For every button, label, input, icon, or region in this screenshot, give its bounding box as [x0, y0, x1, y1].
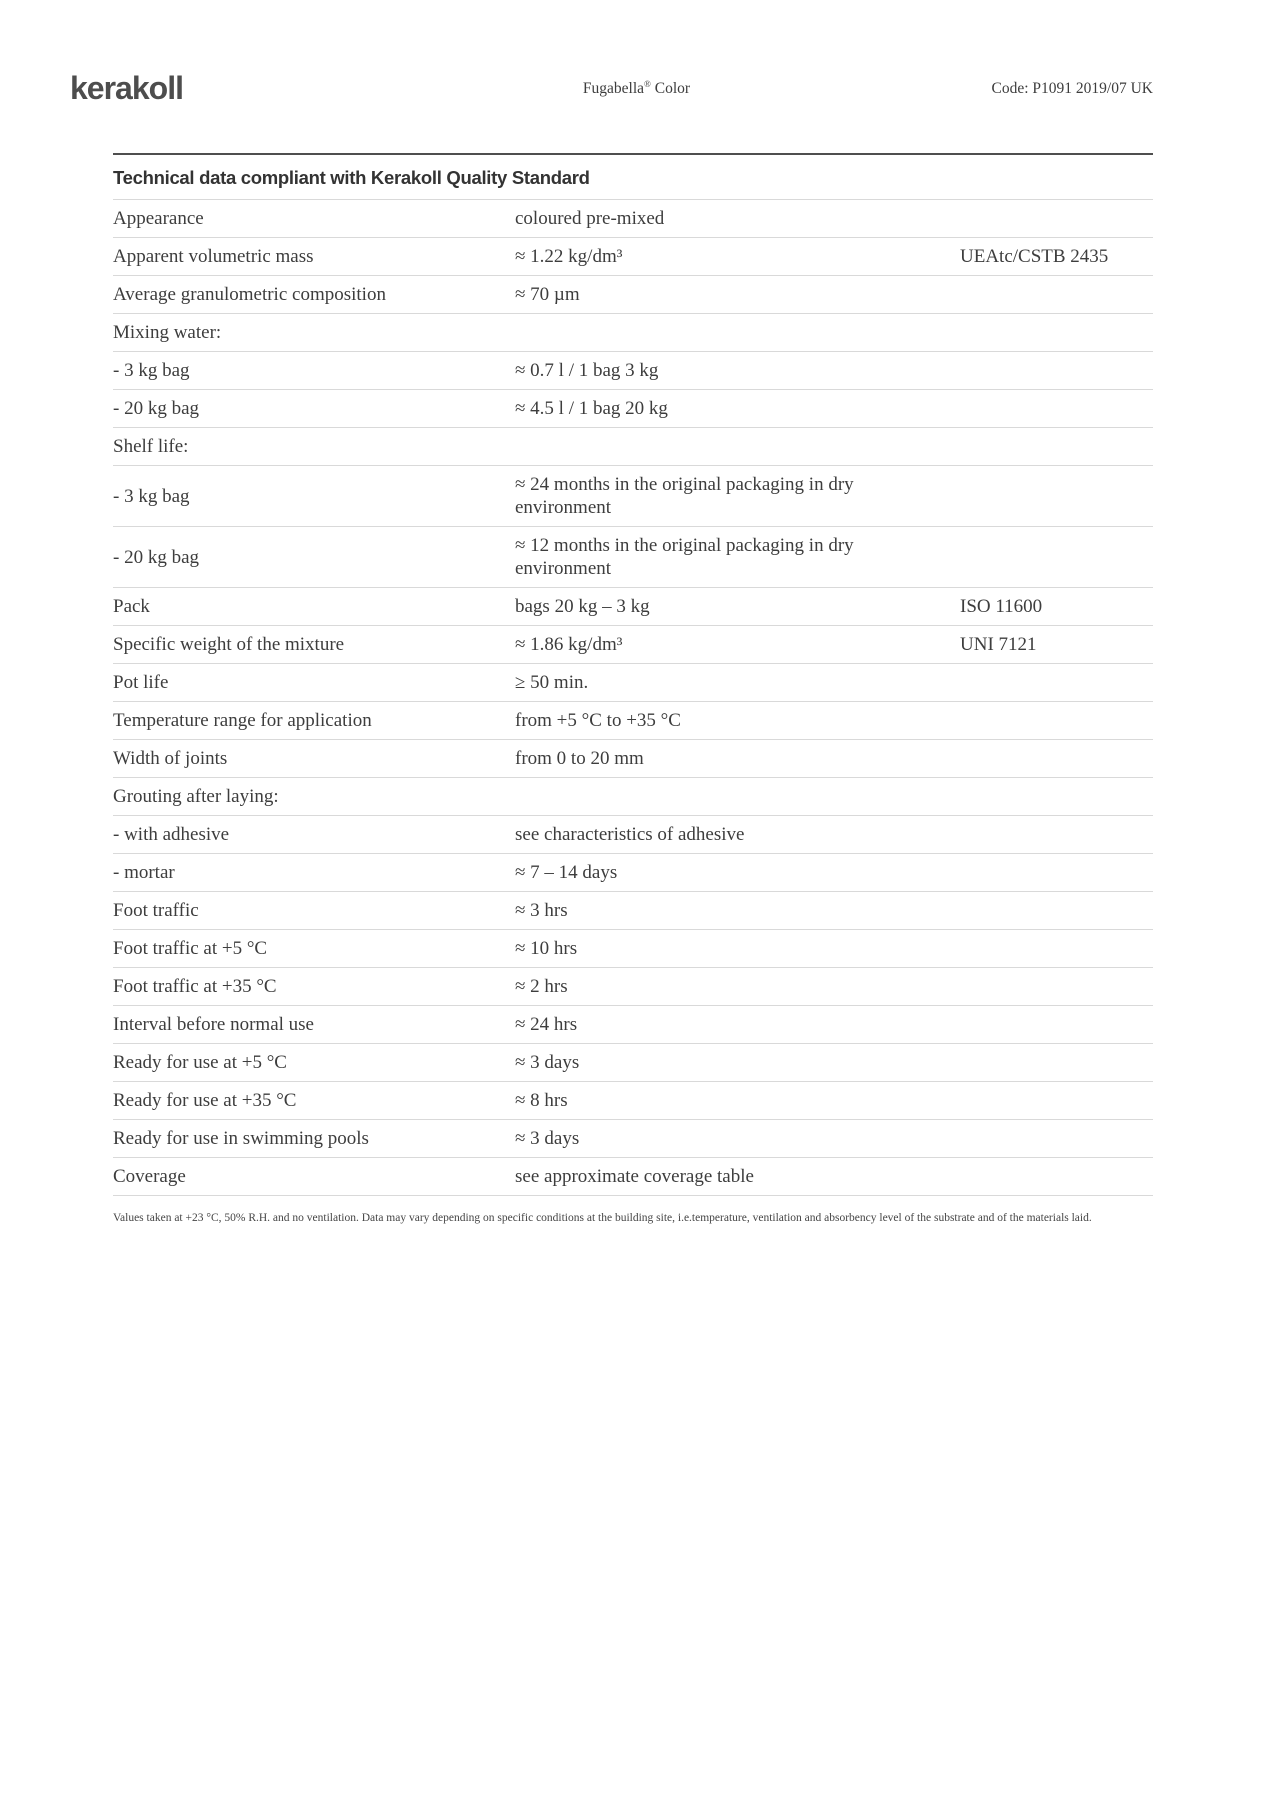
row-value: ≈ 4.5 l / 1 bag 20 kg: [515, 398, 668, 419]
product-name-rest: Color: [650, 80, 691, 97]
row-label: Grouting after laying:: [113, 786, 279, 807]
row-label: Foot traffic: [113, 900, 199, 921]
table-row: [113, 1006, 1153, 1044]
table-row: [113, 527, 1153, 588]
row-label: Interval before normal use: [113, 1014, 314, 1035]
row-label: - 3 kg bag: [113, 360, 190, 381]
row-value: see characteristics of adhesive: [515, 824, 745, 845]
row-label: Average granulometric composition: [113, 284, 386, 305]
row-value: ≈ 7 – 14 days: [515, 862, 618, 883]
row-label: Mixing water:: [113, 322, 222, 343]
table-row: [113, 1120, 1153, 1158]
footnote: Values taken at +23 °C, 50% R.H. and no ventilation. Data may vary depending on specific conditions at the building site, i.e.temperature, ventilation and absorbency level of the substrate and of the materials laid.: [113, 1212, 1092, 1224]
table-row: [113, 854, 1153, 892]
row-label: Appearance: [113, 208, 204, 229]
row-label: Pack: [113, 596, 150, 617]
row-standard: UNI 7121: [960, 634, 1037, 655]
row-value: ≈ 3 days: [515, 1052, 580, 1073]
row-label: - with adhesive: [113, 824, 230, 845]
table-row: [113, 930, 1153, 968]
table-row: [113, 238, 1153, 276]
row-value: ≈ 70 µm: [515, 284, 580, 305]
row-label: Coverage: [113, 1166, 186, 1187]
row-label: Ready for use at +35 °C: [113, 1090, 297, 1111]
row-value: ≈ 3 days: [515, 1128, 580, 1149]
row-value: ≥ 50 min.: [515, 672, 589, 693]
row-value: ≈ 0.7 l / 1 bag 3 kg: [515, 360, 659, 381]
table-row: [113, 1158, 1153, 1196]
row-value: ≈ 24 months in the original packaging in dry environment: [515, 474, 854, 518]
row-label: Width of joints: [113, 748, 228, 769]
table-row: [113, 664, 1153, 702]
row-value: from 0 to 20 mm: [515, 748, 644, 769]
table-row: [113, 816, 1153, 854]
table-title: Technical data compliant with Kerakoll Quality Standard: [113, 153, 1153, 200]
table-row: [113, 1044, 1153, 1082]
row-value: see approximate coverage table: [515, 1166, 754, 1187]
table-row: [113, 314, 1153, 352]
table-row: [113, 702, 1153, 740]
table-row: [113, 778, 1153, 816]
row-label: Shelf life:: [113, 436, 189, 457]
row-value: ≈ 12 months in the original packaging in dry environment: [515, 535, 854, 579]
row-value: ≈ 2 hrs: [515, 976, 568, 997]
row-label: Foot traffic at +5 °C: [113, 938, 268, 959]
table-row: [113, 390, 1153, 428]
row-standard: UEAtc/CSTB 2435: [960, 246, 1109, 267]
row-label: - 20 kg bag: [113, 546, 200, 568]
kerakoll-logo: kerakoll: [70, 70, 183, 106]
product-name-base: Fugabella: [582, 80, 645, 97]
row-label: Specific weight of the mixture: [113, 634, 345, 655]
table-rows: [113, 200, 1153, 1196]
table-row: [113, 200, 1153, 238]
table-row: [113, 466, 1153, 527]
row-value: ≈ 10 hrs: [515, 938, 578, 959]
row-value: coloured pre-mixed: [515, 208, 665, 229]
row-label: Apparent volumetric mass: [113, 246, 314, 267]
table-row: [113, 626, 1153, 664]
row-value: from +5 °C to +35 °C: [515, 710, 681, 731]
row-value: ≈ 24 hrs: [515, 1014, 578, 1035]
table-row: [113, 588, 1153, 626]
row-label: Ready for use at +5 °C: [113, 1052, 287, 1073]
row-label: - 20 kg bag: [113, 398, 200, 419]
row-label: Foot traffic at +35 °C: [113, 976, 277, 997]
row-label: Ready for use in swimming pools: [113, 1128, 369, 1149]
table-row: [113, 352, 1153, 390]
row-label: - mortar: [113, 862, 175, 883]
row-value: ≈ 1.22 kg/dm³: [515, 246, 623, 267]
row-label: Pot life: [113, 672, 169, 693]
table-row: [113, 892, 1153, 930]
table-row: [113, 968, 1153, 1006]
row-label: - 3 kg bag: [113, 485, 190, 507]
row-value: ≈ 1.86 kg/dm³: [515, 634, 623, 655]
row-value: ≈ 8 hrs: [515, 1090, 568, 1111]
row-standard: ISO 11600: [960, 596, 1043, 617]
table-row: [113, 1082, 1153, 1120]
row-value: bags 20 kg – 3 kg: [515, 596, 650, 617]
row-value: ≈ 3 hrs: [515, 900, 568, 921]
table-row: [113, 428, 1153, 466]
row-label: Temperature range for application: [113, 710, 372, 731]
document-code: Code: P1091 2019/07 UK: [991, 80, 1153, 97]
technical-data-table: [113, 153, 1153, 1228]
table-row: [113, 740, 1153, 778]
table-row: [113, 276, 1153, 314]
registered-trademark-symbol: ®: [644, 78, 651, 89]
